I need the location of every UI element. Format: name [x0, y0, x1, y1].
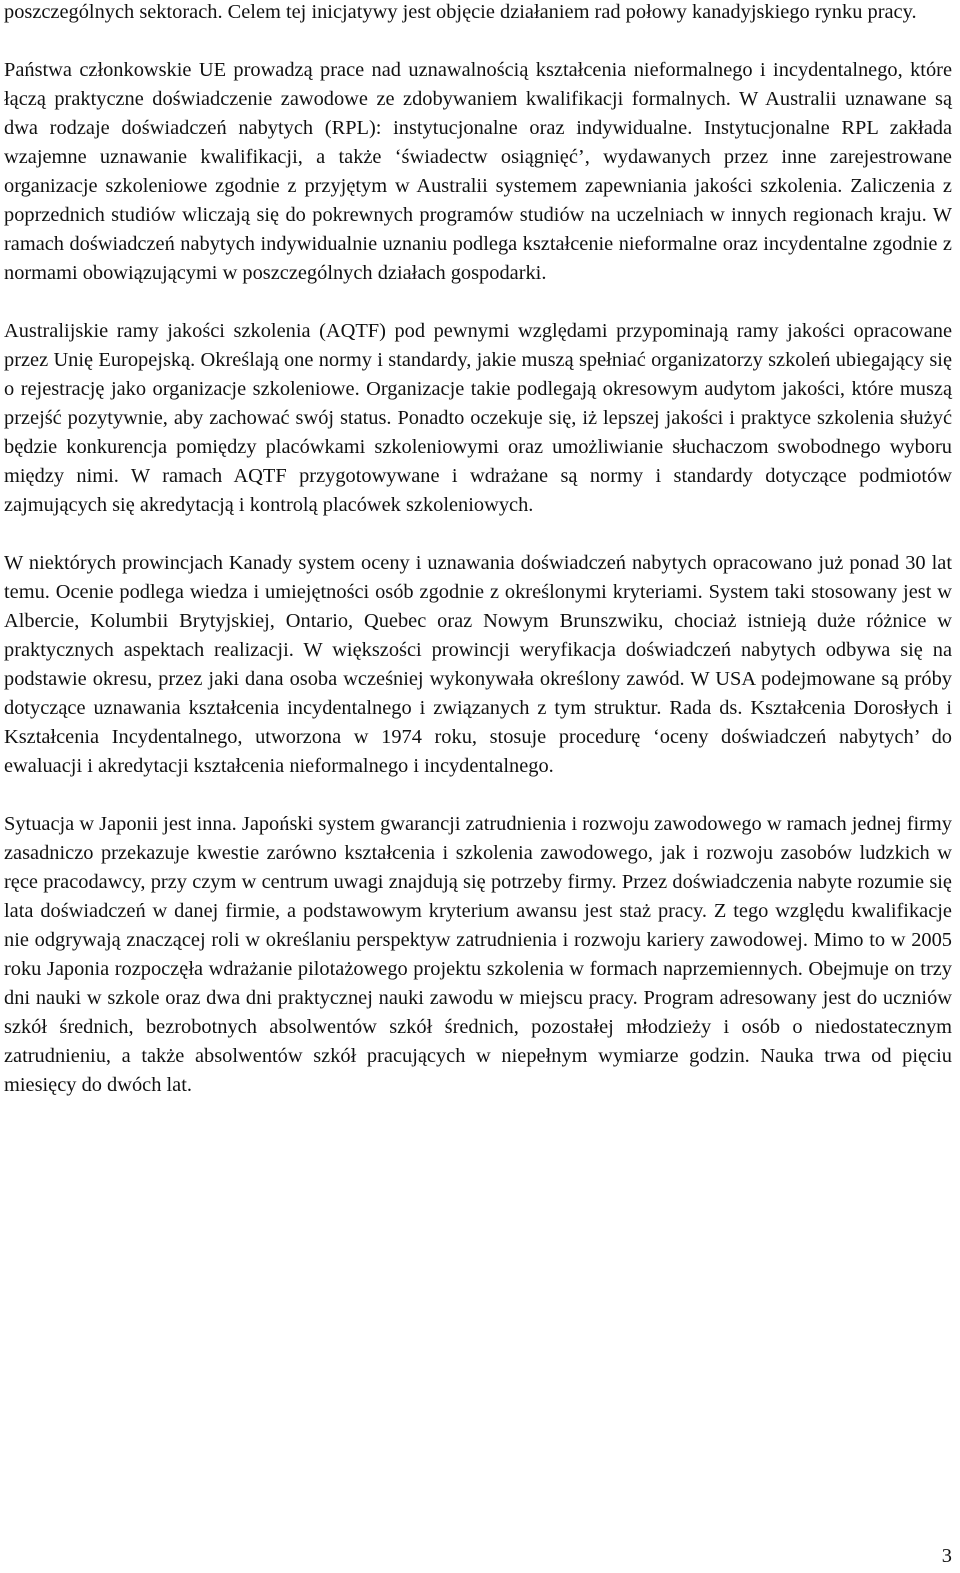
document-page: [4, 0, 952, 1129]
paragraph-eu-australia-rpl: Państwa członkowskie UE prowadzą prace nad uznawalnością kształcenia nieformalnego i incydentalnego, które łączą praktyczne doświadczenie zawodowe ze zdobywaniem kwalifikacji formalnych. W Australii uznawane są dwa rodzaje doświadczeń nabytych (RPL): instytucjonalne oraz indywidualne. Instytucjonalne RPL zakłada wzajemne uznawanie kwalifikacji, a także ‘świadectw osiągnięć’, wydawanych przez inne zarejestrowane organizacje szkoleniowe zgodnie z przyjętym w Australii systemem zapewniania jakości szkolenia. Zaliczenia z poprzednich studiów wliczają się do pokrewnych programów studiów na uczelniach w innych regionach kraju. W ramach doświadczeń nabytych indywidualnie uznaniu podlega kształcenie nieformalne oraz incydentalne zgodnie z normami obowiązującymi w poszczególnych działach gospodarki.: [4, 59, 952, 284]
paragraph-canada-usa: W niektórych prowincjach Kanady system oceny i uznawania doświadczeń nabytych opracowano już ponad 30 lat temu. Ocenie podlega wiedza i umiejętności osób zgodnie z określonymi kryteriami. System taki stosowany jest w Albercie, Kolumbii Brytyjskiej, Ontario, Quebec oraz Nowym Brunszwiku, chociaż istnieją duże różnice w praktycznych aspektach realizacji. W większości prowincji weryfikacja doświadczeń nabytych odbywa się na podstawie okresu, przez jaki dana osoba wcześniej wykonywała określony zawód. W USA podejmowane są próby dotyczące uznawania kształcenia incydentalnego i związanych z tym struktur. Rada ds. Kształcenia Dorosłych i Kształcenia Incydentalnego, utworzona w 1974 roku, stosuje procedurę ‘oceny doświadczeń nabytych’ do ewaluacji i akredytacji kształcenia nieformalnego i incydentalnego.: [4, 552, 952, 777]
paragraph-canada-sectors: poszczególnych sektorach. Celem tej inicjatywy jest objęcie działaniem rad połowy kanadyjskiego rynku pracy.: [4, 1, 917, 23]
paragraph-aqtf: Australijskie ramy jakości szkolenia (AQTF) pod pewnymi względami przypominają ramy jakości opracowane przez Unię Europejską. Określają one normy i standardy, jakie muszą spełniać organizatorzy szkoleń ubiegający się o rejestrację jako organizacje szkoleniowe. Organizacje takie podlegają okresowym audytom jakości, które muszą przejść pozytywnie, aby zachować swój status. Ponadto oczekuje się, iż lepszej jakości i praktyce szkolenia służyć będzie konkurencja pomiędzy placówkami szkoleniowymi oraz umożliwianie słuchaczom swobodnego wyboru między nimi. W ramach AQTF przygotowywane i wdrażane są normy i standardy dotyczące podmiotów zajmujących się akredytacją i kontrolą placówek szkoleniowych.: [4, 320, 952, 516]
page-number: 3: [941, 1545, 952, 1567]
paragraph-japan: Sytuacja w Japonii jest inna. Japoński system gwarancji zatrudnienia i rozwoju zawodowego w ramach jednej firmy zasadniczo przekazuje kwestie zarówno kształcenia i szkolenia zawodowego, jak i rozwoju zasobów ludzkich w ręce pracodawcy, przy czym w centrum uwagi znajdują się potrzeby firmy. Przez doświadczenia nabyte rozumie się lata doświadczeń w danej firmie, a podstawowym kryterium awansu jest staż pracy. Z tego względu kwalifikacje nie odgrywają znaczącej roli w określaniu perspektyw zatrudnienia i rozwoju kariery zawodowej. Mimo to w 2005 roku Japonia rozpoczęła wdrażanie pilotażowego projektu szkolenia w formach naprzemiennych. Obejmuje on trzy dni nauki w szkole oraz dwa dni praktycznej nauki zawodu w miejscu pracy. Program adresowany jest do uczniów szkół średnich, bezrobotnych absolwentów szkół średnich, pozostałej młodzieży i osób o niedostatecznym zatrudnieniu, a także absolwentów szkół pracujących w niepełnym wymiarze godzin. Nauka trwa od pięciu miesięcy do dwóch lat.: [4, 813, 952, 1096]
